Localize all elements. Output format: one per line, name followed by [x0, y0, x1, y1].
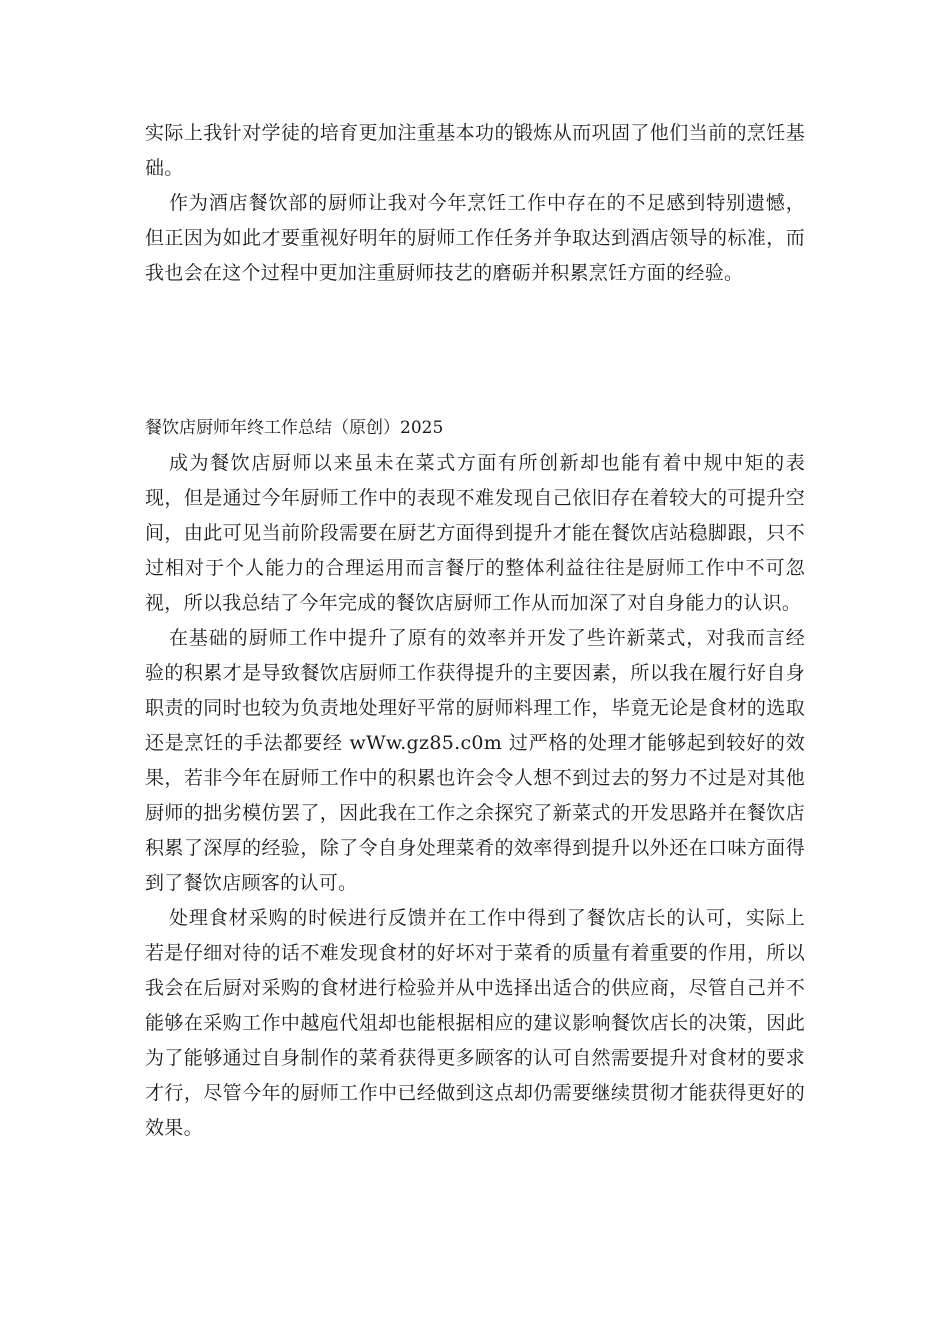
section-spacer	[145, 291, 805, 411]
paragraph-regret: 作为酒店餐饮部的厨师让我对今年烹饪工作中存在的不足感到特别遗憾，但正因为如此才要重视好明年的厨师工作任务并争取达到酒店领导的标准，而我也会在这个过程中更加注重厨师技艺的磨砺并积累烹饪方面的经验。	[145, 192, 805, 284]
paragraph-procurement: 处理食材采购的时候进行反馈并在工作中得到了餐饮店长的认可，实际上若是仔细对待的话不难发现食材的好坏对于菜肴的质量有着重要的作用，所以我会在后厨对采购的食材进行检验并从中选择出适合的供应商，尽管自己并不能够在采购工作中越庖代俎却也能根据相应的建议影响餐饮店长的决策，因此为了能够通过自身制作的菜肴获得更多顾客的认可自然需要提升对食材的要求才行，尽管今年的厨师工作中已经做到这点却仍需要继续贯彻才能获得更好的效果。	[145, 907, 805, 1139]
document-title: 餐饮店厨师年终工作总结（原创）2025	[145, 418, 444, 438]
paragraph-efficiency: 在基础的厨师工作中提升了原有的效率并开发了些许新菜式，对我而言经验的积累才是导致餐饮店厨师工作获得提升的主要因素，所以我在履行好自身职责的同时也较为负责地处理好平常的厨师料理工作，毕竟无论是食材的选取还是烹饪的手法都要经 wWw.gz85.c0m 过严格的处理才能够起到较好的效果，若非今年在厨师工作中的积累也许会令人想不到过去的努力不过是对其他厨师的拙劣模仿罢了，因此我在工作之余探究了新菜式的开发思路并在餐饮店积累了深厚的经验，除了令自身处理菜肴的效率得到提升以外还在口味方面得到了餐饮店顾客的认可。	[145, 627, 805, 894]
paragraph-intro: 成为餐饮店厨师以来虽未在菜式方面有所创新却也能有着中规中矩的表现，但是通过今年厨师工作中的表现不难发现自己依旧存在着较大的可提升空间，由此可见当前阶段需要在厨艺方面得到提升才能在餐饮店站稳脚跟，只不过相对于个人能力的合理运用而言餐厅的整体利益往往是厨师工作中不可忽视，所以我总结了今年完成的餐饮店厨师工作从而加深了对自身能力的认识。	[145, 452, 805, 614]
paragraph-training: 实际上我针对学徒的培育更加注重基本功的锻炼从而巩固了他们当前的烹饪基础。	[145, 122, 805, 179]
document-page	[145, 116, 805, 1146]
